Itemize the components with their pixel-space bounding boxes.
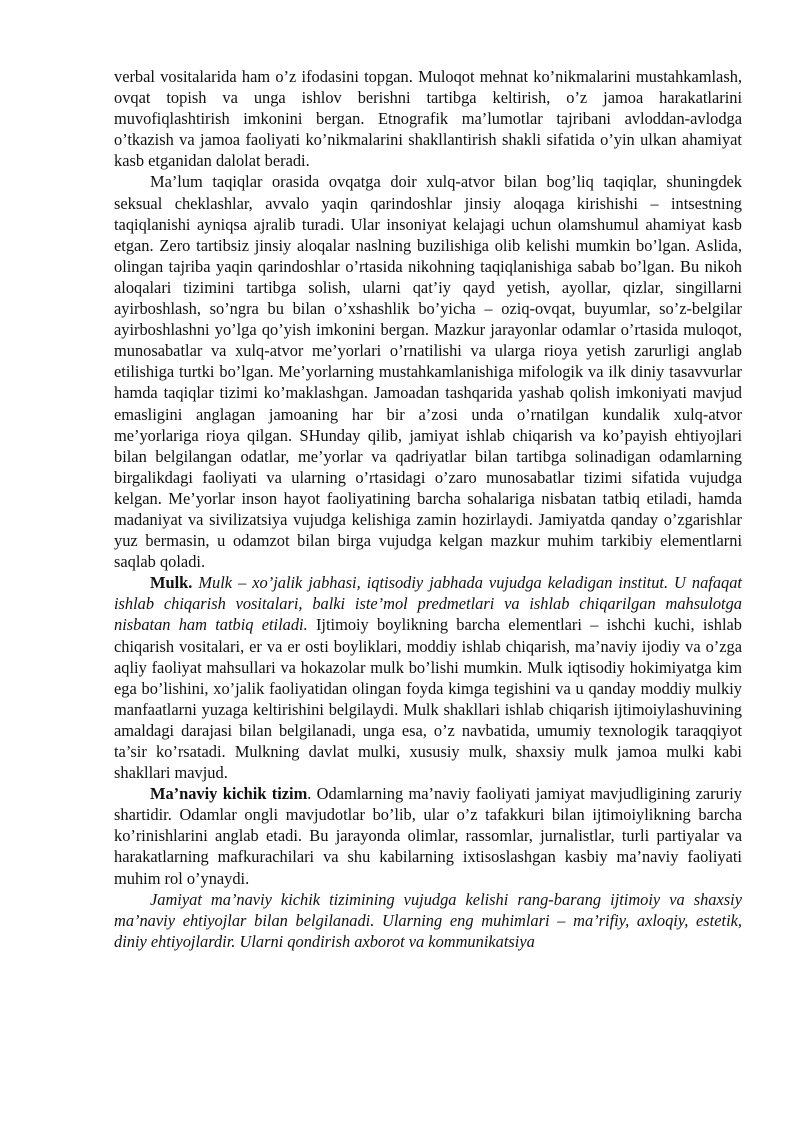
paragraph-2 [114,171,742,572]
mulk-body-text: Ijtimoiy boylikning barcha elementlari – ishchi kuchi, ishlab chiqarish vositalari, er va er osti boyliklari, moddiy ishlab chiqarish, ma’naviy ijodiy va o’zga aqliy faoliyat mahsullari va hokazolar mulk bo’lishi mumkin. Mulk iqtisodiy hokimiyatga kim ega bo’lishini, xo’jalik faoliyatidan olingan foyda kimga tegishini va u qanday moddiy mulkiy manfaatlarni yuzaga keltirishini belgilaydi. Mulk shakllari ishlab chiqarish ijtimoiylashuvining amaldagi darajasi bilan belgilanadi, unga esa, o’z navbatida, umumiy texnologik taraqqiyot ta’sir ko’rsatadi. Mulkning davlat mulki, xususiy mulk, shaxsiy mulk jamoa mulki kabi shakllari mavjud. [114,615,742,783]
paragraph-1-text: verbal vositalarida ham o’z ifodasini topgan. Muloqot mehnat ko’nikmalarini mustahkamlash, ovqat topish va unga ishlov berishni tartibga keltirish, o’z jamoa harakatlarini muvofiqlashtirish imkonini bergan. Etnografik ma’lumotlar tajribani avloddan-avlodga o’tkazish va jamoa faoliyati ko’nikmalarini shakllantirish shakli sifatida o’yin ulkan ahamiyat kasb etganidan dalolat beradi. [114,67,742,171]
paragraph-5-italic-text: Jamiyat ma’naviy kichik tizimining vujudga kelishi rang-barang ijtimoiy va shaxsiy ma’naviy ehtiyojlar bilan belgilanadi. Ularning eng muhimlari – ma’rifiy, axloqiy, estetik, diniy ehtiyojlardir. Ularni qondirish axborot va kommunikatsiya [114,889,742,951]
paragraph-mulk [114,572,742,783]
paragraph-5 [114,889,742,952]
paragraph-manaviy [114,783,742,888]
mulk-heading: Mulk. [150,573,193,593]
document-page [114,66,742,952]
manaviy-body-text: . Odamlarning ma’naviy faoliyati jamiyat mavjudligining zaruriy shartidir. Odamlar ongli mavjudotlar bo’lib, ular o’z tafakkuri bilan ijtimoiylikning barcha ko’rinishlarini anglab etadi. Bu jarayonda olimlar, rassomlar, jurnalistlar, turli partiyalar va harakatlarning mafkurachilari va shu kabilarning ixtisoslashgan kasbiy ma’naviy faoliyati muhim rol o’ynaydi. [114,784,742,888]
paragraph-1 [114,66,742,171]
manaviy-heading: Ma’naviy kichik tizim [150,784,308,804]
paragraph-2-text: Ma’lum taqiqlar orasida ovqatga doir xulq-atvor bilan bog’liq taqiqlar, shuningdek seksual cheklashlar, avvalo yaqin qarindoshlar jinsiy aloqaga kirishishi – intsestning taqiqlanishi ayniqsa ajralib turadi. Ular insoniyat kelajagi uchun olamshumul ahamiyat kasb etgan. Zero tartibsiz jinsiy aloqalar naslning buzilishiga olib kelishi mumkin bo’lgan. Aslida, olingan tajriba yaqin qarindoshlar o’rtasida nikohning taqiqlanishiga sabab bo’lgan. Bu nikoh aloqalari tizimini tartibga solish, ularni qat’iy qayd yetish, ayollar, qizlar, singillarni ayirboshlash, so’ngra bu bilan o’xshashlik bo’yicha – oziq-ovqat, buyumlar, so’z-belgilar ayirboshlashni yo’lga qo’yish imkonini bergan. Mazkur jarayonlar odamlar o’rtasida muloqot, munosabatlar va xulq-atvor me’yorlari o’rnatilishi va ularga rioya yetish zarurligi anglab etilishiga turtki bo’lgan. Me’yorlarning mustahkamlanishiga mifologik va ilk diniy tasavvurlar hamda taqiqlar tizimi ko’maklashgan. Jamoadan tashqarida yashab qolish imkoniyati mavjud emasligini anglagan jamoaning har bir a’zosi unda o’rnatilgan kundalik xulq-atvor me’yorlariga rioya qilgan. SHunday qilib, jamiyat ishlab chiqarish va ko’payish ehtiyojlari bilan belgilangan odatlar, me’yorlar va qadriyatlar bilan tartibga solinadigan odamlarning birgalikdagi faoliyati va ularning o’rtasidagi o’zaro munosabatlar tizimi sifatida vujudga kelgan. Me’yorlar inson hayot faoliyatining barcha sohalariga nisbatan tatbiq etiladi, hamda madaniyat va sivilizatsiya vujudga kelishiga zamin hozirlaydi. Jamiyatda qanday o’zgarishlar yuz bermasin, u odamzot bilan birga vujudga kelgan mazkur muhim tarkibiy elementlarni saqlab qoladi. [114,172,742,572]
mulk-definition: Mulk – xo’jalik jabhasi, iqtisodiy jabhada vujudga keladigan institut. U nafaqat ishlab chiqarish vositalari, balki iste’mol predmetlari va ishlab chiqarilgan mahsulotga nisbatan ham tatbiq etiladi. [114,573,742,635]
